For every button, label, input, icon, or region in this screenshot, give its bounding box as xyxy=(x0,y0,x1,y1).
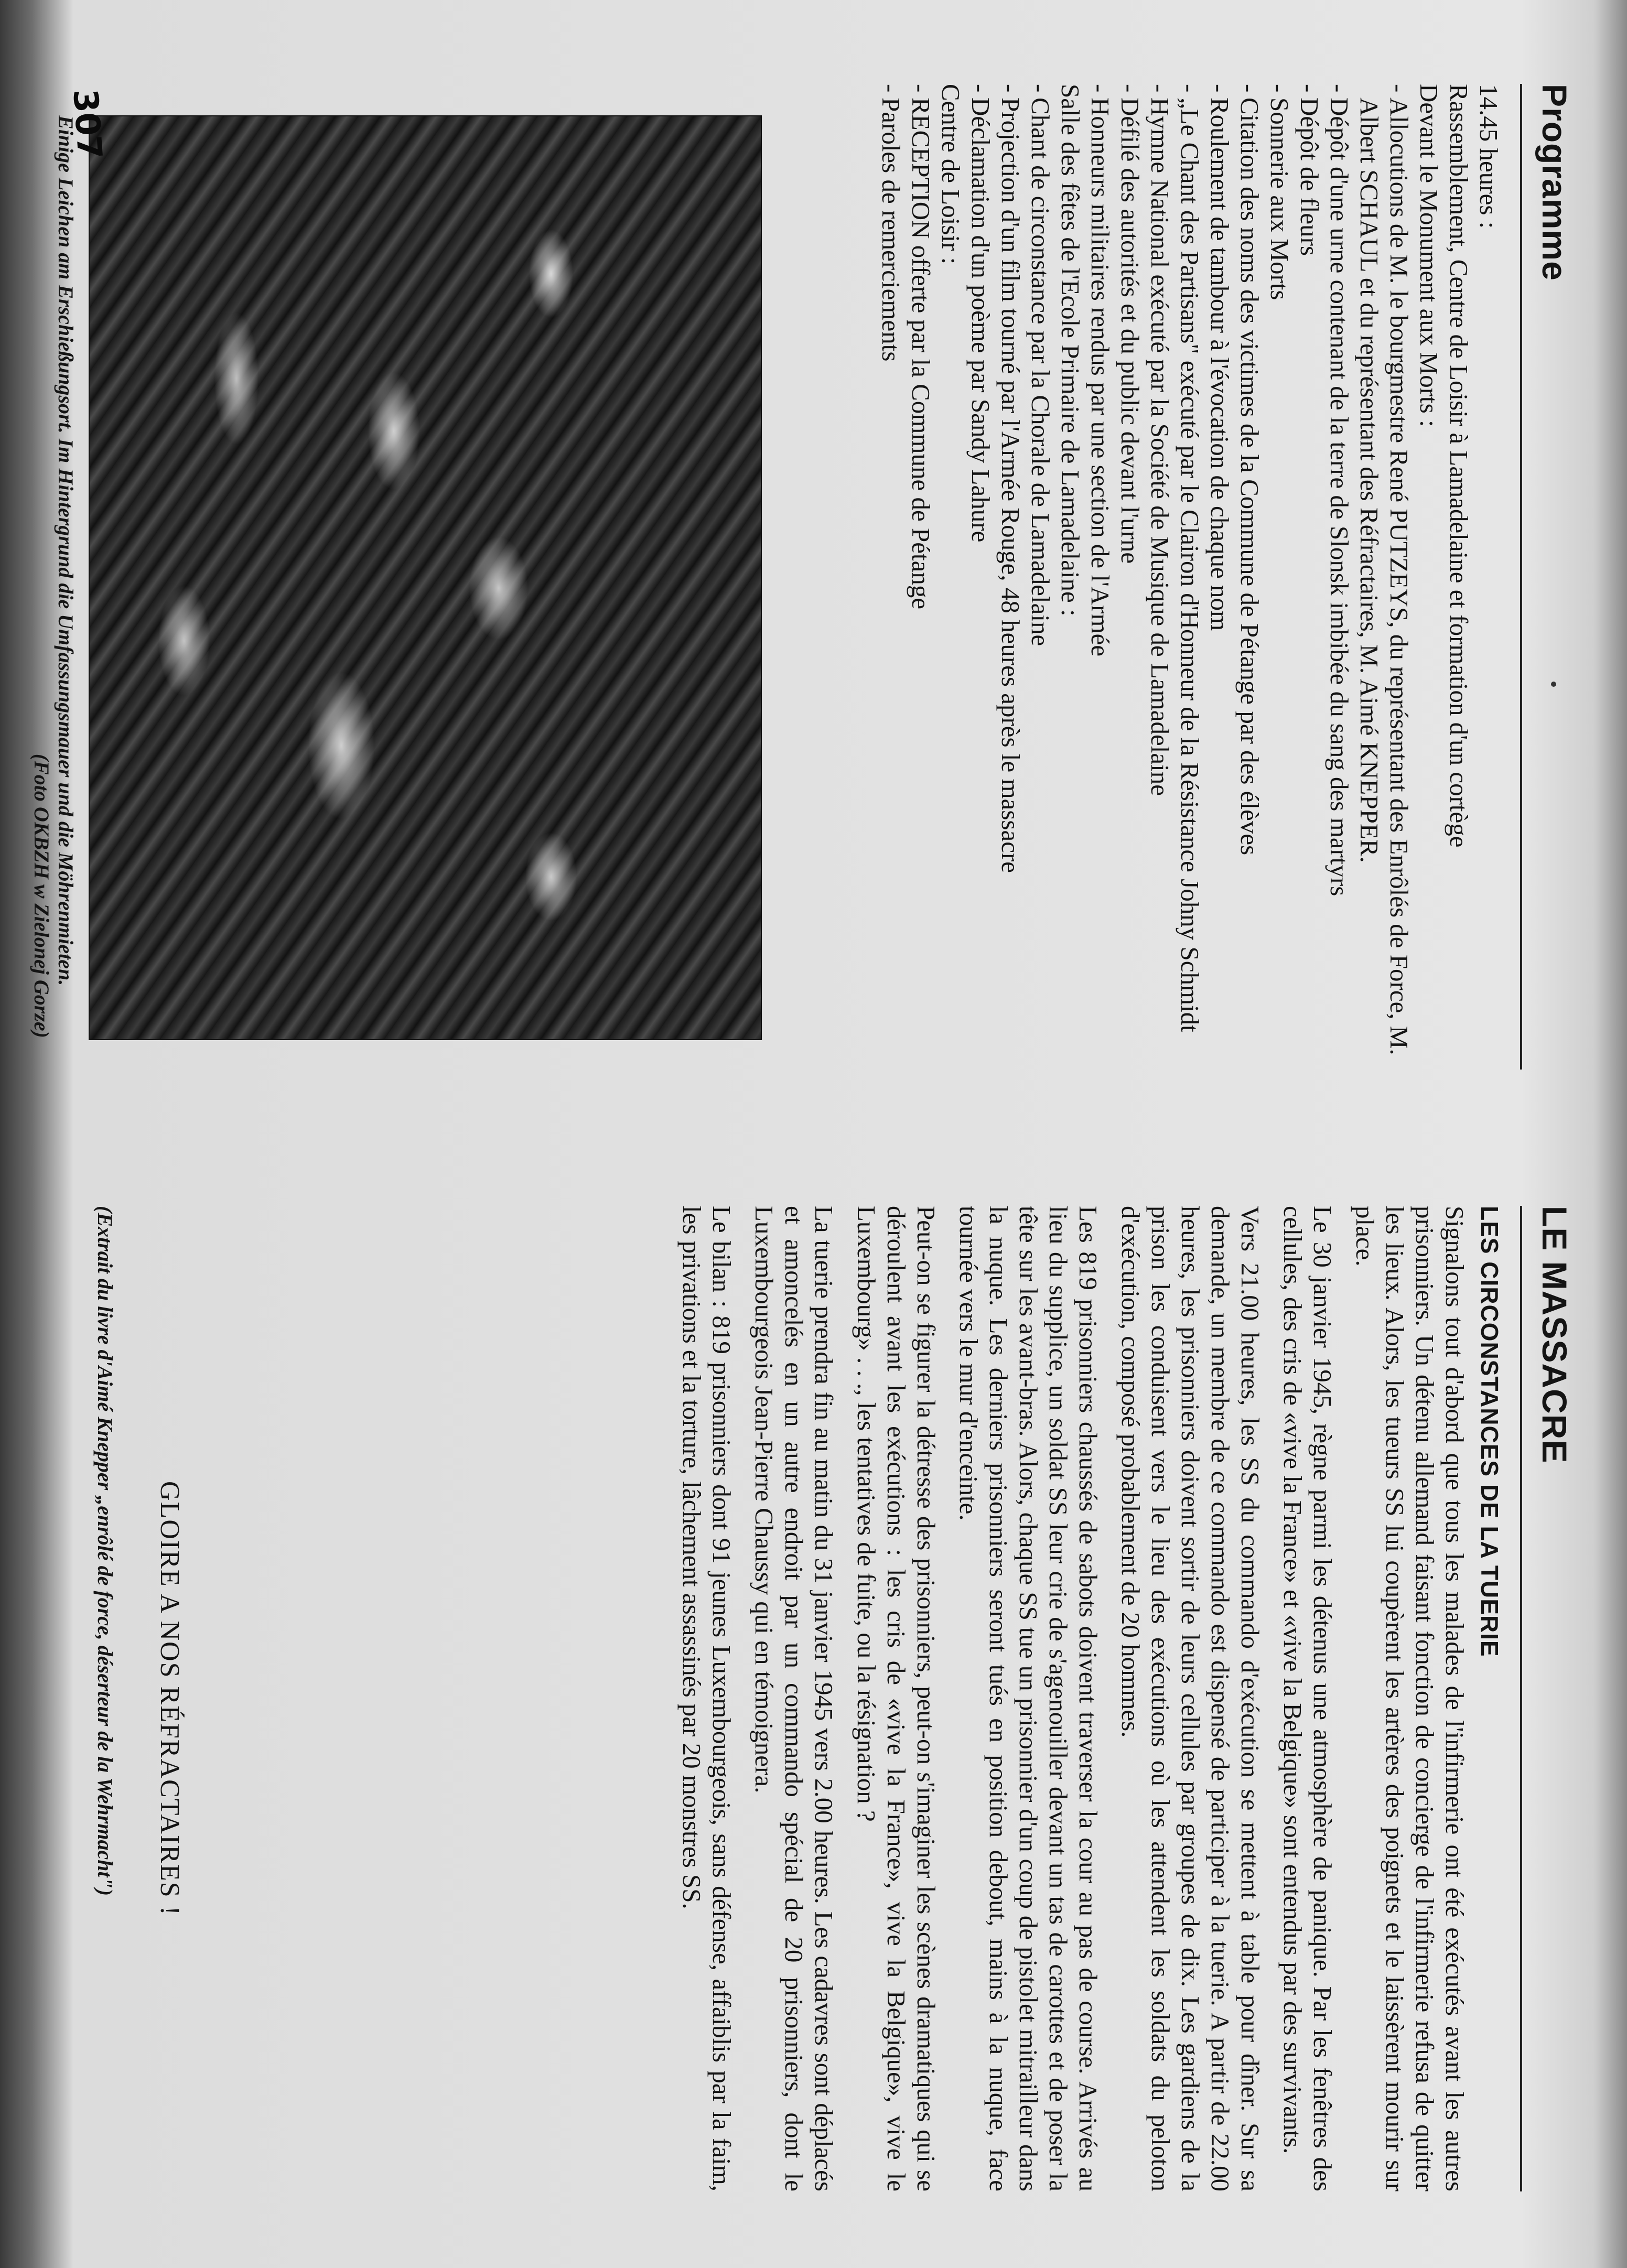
programme-item: -RECEPTION offerte par la Commune de Pétange xyxy=(907,84,935,610)
center-heading: Centre de Loisir : xyxy=(936,84,965,265)
section-heading: LES CIRCONSTANCES DE LA TUERIE xyxy=(1476,1206,1503,1657)
closing-slogan: GLOIRE A NOS RÉFRACTAIRES ! xyxy=(155,1481,185,1916)
programme-item: -Dépôt de fleurs xyxy=(1295,84,1324,256)
photo-credit: (Foto OKBZH w Zielonej Gorze) xyxy=(30,753,53,1038)
title-rule xyxy=(1520,1206,1522,2191)
assembly-line: Rassemblement, Centre de Loisir à Lamadelaine et formation d'un cortège xyxy=(1445,84,1473,848)
hall-heading: Salle des fêtes de l'Ecole Primaire de Lamadelaine : xyxy=(1056,84,1085,617)
paragraph: Les 819 prisonniers chaussés de sabots doivent traverser la cour au pas de course. Arrivés au lieu du supplice, un soldat SS leur crie de s'agenouiller devant un tas de carottes et de poser la tête sur les avant-bras. Alors, chaque SS tue un prisonnier d'un coup de pistolet mitrailleur dans la nuque. Les derniers prisonniers seront tués en position debout, mains à la nuque, face tournée vers le mur d'enceinte. xyxy=(954,1206,1103,2191)
programme-title: Programme xyxy=(1535,84,1574,281)
paragraph: Le bilan : 819 prisonniers dont 91 jeunes Luxembourgeois, sans défense, affaiblis par la faim, les privations et la torture, lâchement assassinés par 20 monstres SS. xyxy=(677,1206,736,2191)
handwritten-page-number: 307 xyxy=(65,88,109,161)
massacre-site-photo xyxy=(89,115,762,1040)
caption-text: Einige Leichen am Erschießungsort. Im Hintergrund die Umfassungsmauer und die Möhrenmieten. xyxy=(54,115,78,986)
programme-column xyxy=(0,63,1627,1122)
monument-heading: Devant le Monument aux Morts : xyxy=(1415,84,1443,427)
paragraph: Signalons tout d'abord que tous les malades de l'infirmerie ont été exécutés avant les autres prisonniers. Un détenu allemand faisant fonction de concierge de l'infirmerie refusa de quitter les lieux. Alors, les tueurs SS lui coupèrent les artères des poignets et le laissèrent mourir sur place. xyxy=(1351,1206,1469,2191)
programme-item: -Déclamation d'un poème par Sandy Lahure xyxy=(966,84,995,543)
paragraph: Le 30 janvier 1945, règne parmi les détenus une atmosphère de panique. Par les fenêtres des cellules, des cris de «vive la France» et «vive la Belgique» sont entendus par des survivants. xyxy=(1278,1206,1337,2191)
programme-item: -Sonnerie aux Morts xyxy=(1265,84,1294,300)
programme-item: -Paroles de remerciements xyxy=(877,84,906,362)
programme-item: -Projection d'un film tourné par l'Armée Rouge, 48 heures après le massacre xyxy=(996,84,1025,873)
dot-mark xyxy=(1551,682,1556,687)
programme-item: -Défilé des autorités et du public devant l'urne xyxy=(1116,84,1145,564)
massacre-text xyxy=(664,1206,1470,2191)
title-rule xyxy=(1520,84,1522,1070)
programme-item: -„Le Chant des Partisans" exécuté par le Clairon d'Honneur de la Résistance Johny Schmidt xyxy=(1176,84,1204,1032)
massacre-column xyxy=(0,1185,1627,2212)
programme-item: -Chant de circonstance par la Chorale de Lamadelaine xyxy=(1026,84,1055,646)
programme-text xyxy=(876,84,1504,1070)
paragraph: Vers 21.00 heures, les SS du commando d'exécution se mettent à table pour dîner. Sur sa demande, un membre de ce commando est dispensé de participer à la tuerie. A partir de 22.00 heures, les prisonniers doivent sortir de leurs cellules par groupes de dix. Les gardiens de la prison les conduisent vers le lieu des exécutions où les attendent les soldats du peloton d'exécution, composé probablement de 20 hommes. xyxy=(1116,1206,1265,2191)
source-note: (Extrait du livre d'Aimé Knepper „enrôlé de force, déserteur de la Wehrmacht") xyxy=(93,1206,117,1896)
paragraph: Peut-on se figurer la détresse des prisonniers, peut-on s'imaginer les scènes dramatiques qui se déroulent avant les exécutions : les cris de «vive la France», vive la Belgique», vive le Luxembourg» . . ., les tentatives de fuite, ou la résignation ? xyxy=(852,1206,941,2191)
paragraph: La tuerie prendra fin au matin du 31 janvier 1945 vers 2.00 heures. Les cadavres sont déplacés et amoncelés en un autre endroit par un commando spécial de 20 prisonniers, dont le Luxembourgeois Jean-Pierre Chaussy qui en témoignera. xyxy=(750,1206,838,2191)
programme-item: -Dépôt d'une urne contenant de la terre de Slonsk imbibée du sang des martyrs xyxy=(1325,84,1354,897)
programme-item: -Honneurs militaires rendus par une section de l'Armée xyxy=(1086,84,1115,657)
programme-item: -Citation des noms des victimes de la Commune de Pétange par des élèves xyxy=(1235,84,1264,856)
programme-item: -Hymne National exécuté par la Société de Musique de Lamadelaine xyxy=(1146,84,1175,796)
massacre-title: LE MASSACRE xyxy=(1535,1206,1574,1464)
programme-item: -Roulement de tambour à l'évocation de chaque nom xyxy=(1205,84,1234,631)
programme-item: -Allocutions de M. le bourgmestre René PUTZEYS, du représentant des Enrôlés de Force, M. Albert SCHAUL et du représentant des Réfractaires, M. Aimé KNEPPER. xyxy=(1355,84,1414,1055)
schedule-time: 14.45 heures : xyxy=(1474,84,1503,229)
photo-caption xyxy=(29,115,78,1038)
